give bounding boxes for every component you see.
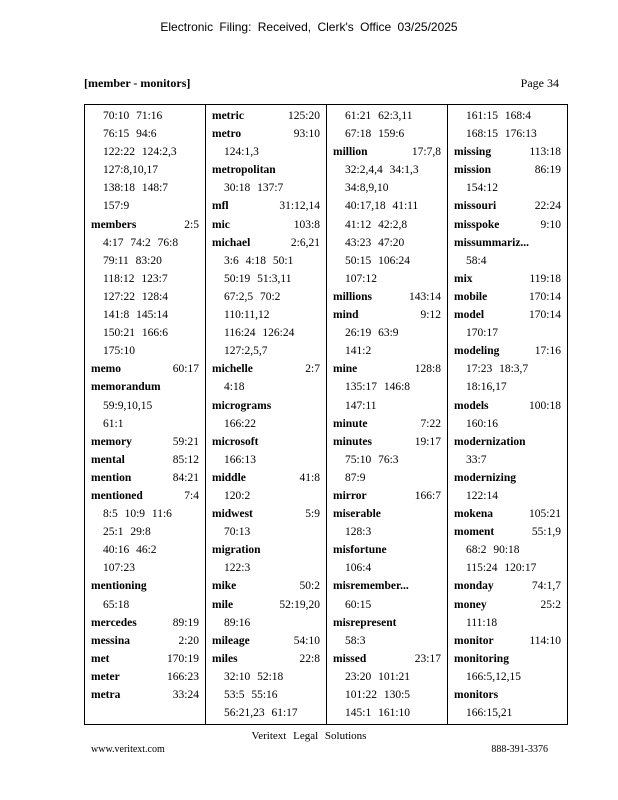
index-page-ref-line: 122:3 [224, 562, 251, 575]
index-term: mission [454, 164, 492, 177]
index-page-ref-line: 26:19 63:9 [345, 327, 399, 340]
footer-website: www.veritext.com [91, 744, 165, 755]
index-entry [91, 650, 201, 668]
index-entry [333, 487, 443, 505]
index-term: migration [212, 544, 261, 557]
index-page-ref-line: 138:18 148:7 [103, 182, 169, 195]
index-page-ref: 54:10 [293, 634, 320, 647]
index-page-ref: 22:8 [299, 652, 320, 665]
index-term: michael [212, 236, 251, 249]
index-page-ref: 114:10 [529, 634, 561, 647]
index-page-ref-line: 87:9 [345, 471, 366, 484]
index-term: missing [454, 146, 492, 159]
index-term: metric [212, 110, 244, 122]
index-term: memory [91, 435, 132, 448]
index-page-ref-line: 111:18 [466, 616, 498, 629]
index-entry [212, 397, 322, 415]
index-term: memorandum [91, 381, 161, 394]
index-term: meter [91, 670, 120, 683]
index-page-ref-line: 25:1 29:8 [103, 526, 151, 539]
index-page-ref [199, 577, 201, 595]
index-page-ref [199, 378, 201, 396]
index-page-ref-line: 128:3 [345, 526, 372, 539]
index-term: money [454, 598, 487, 611]
index-page-ref-line: 61:1 [103, 417, 124, 430]
index-page-ref-line: 3:6 4:18 50:1 [224, 254, 294, 267]
index-entry [212, 650, 322, 668]
index-term: missummariz... [454, 236, 530, 249]
index-page-ref-line: 101:22 130:5 [345, 689, 411, 701]
index-term: miles [212, 652, 238, 665]
index-term: mentioned [91, 489, 143, 502]
index-term: micrograms [212, 399, 272, 412]
index-page-ref-line: 127:22 128:4 [103, 290, 169, 303]
index-term: mileage [212, 634, 250, 647]
index-page-ref [441, 505, 443, 523]
index-entry [454, 288, 563, 306]
index-page-ref: 9:12 [420, 309, 441, 322]
index-page-ref: 89:19 [172, 616, 199, 629]
index-term: modernization [454, 435, 526, 448]
index-entry [454, 342, 563, 360]
index-term: misfortune [333, 544, 387, 557]
index-page-ref: 143:14 [409, 290, 441, 303]
index-page-ref-line: 4:17 74:2 76:8 [103, 236, 179, 249]
index-page-ref-line: 70:10 71:16 [103, 110, 163, 122]
index-page-ref-line: 166:15,21 [466, 707, 513, 720]
index-term: monday [454, 580, 494, 593]
index-page-ref: 33:24 [172, 689, 199, 701]
index-page-ref-line: 67:18 159:6 [345, 128, 405, 141]
index-entry [333, 541, 443, 559]
index-page-ref-line: 32:2,4,4 34:1,3 [345, 164, 419, 177]
index-term: mike [212, 580, 237, 593]
index-page-ref: 52:19,20 [279, 598, 320, 611]
index-page-ref [561, 469, 563, 487]
index-page-ref [441, 577, 443, 595]
index-term: mic [212, 218, 230, 231]
index-entry [333, 360, 443, 378]
index-entry [333, 650, 443, 668]
index-page-ref: 86:19 [534, 164, 561, 177]
index-page-ref-line: 8:5 10:9 11:6 [103, 508, 172, 521]
index-entry [333, 143, 443, 161]
index-entry [454, 234, 563, 252]
index-page-ref-line: 150:21 166:6 [103, 327, 169, 340]
index-page-ref: 2:5 [184, 218, 199, 231]
index-page-ref [561, 433, 563, 451]
index-entry [91, 686, 201, 704]
index-page-ref: 84:21 [172, 471, 199, 484]
index-entry [333, 288, 443, 306]
index-page-ref: 128:8 [414, 363, 441, 376]
index-page-ref: 103:8 [293, 218, 320, 231]
index-page-ref: 125:20 [288, 110, 320, 122]
index-entry [454, 505, 563, 523]
index-page-ref: 100:18 [529, 399, 561, 412]
index-page-ref [320, 161, 322, 179]
index-page-ref-line: 30:18 137:7 [224, 182, 284, 195]
index-term: model [454, 309, 485, 322]
index-page-ref-line: 147:11 [345, 399, 377, 412]
index-term: mine [333, 363, 358, 376]
index-column-2 [206, 105, 327, 724]
index-term: members [91, 218, 137, 231]
index-page-ref-line: 115:24 120:17 [466, 562, 537, 575]
index-page-ref-line: 166:5,12,15 [466, 670, 521, 683]
index-page-ref-line: 110:11,12 [224, 309, 270, 322]
index-page-ref: 17:16 [534, 345, 561, 358]
index-entry [454, 577, 563, 595]
index-term: metra [91, 689, 121, 701]
index-entry [91, 451, 201, 469]
index-entry [333, 577, 443, 595]
index-term: messina [91, 634, 130, 647]
index-entry [454, 650, 563, 668]
index-range-label: [member - monitors] [84, 76, 191, 90]
word-index-table [84, 104, 568, 725]
index-term: met [91, 652, 110, 665]
index-page-ref: 166:7 [414, 489, 441, 502]
index-term: mention [91, 471, 132, 484]
index-page-ref-line: 141:2 [345, 345, 372, 358]
index-page-ref-line: 40:16 46:2 [103, 544, 157, 557]
index-term: mile [212, 598, 234, 611]
index-term: minute [333, 417, 368, 430]
index-page-ref-line: 122:14 [466, 489, 498, 502]
index-page-ref-line: 75:10 76:3 [345, 453, 399, 466]
index-page-ref-line: 67:2,5 70:2 [224, 290, 281, 303]
index-page-ref-line: 145:1 161:10 [345, 707, 411, 720]
index-entry [212, 469, 322, 487]
index-page-ref-line: 17:23 18:3,7 [466, 363, 529, 376]
index-entry [91, 433, 201, 451]
index-entry [454, 143, 563, 161]
index-page-ref-line: 41:12 42:2,8 [345, 218, 408, 231]
index-column-3 [327, 105, 448, 724]
index-term: metropolitan [212, 164, 276, 177]
index-page-ref-line: 154:12 [466, 182, 498, 195]
index-page-ref: 7:22 [420, 417, 441, 430]
footer-phone: 888-391-3376 [491, 744, 548, 755]
index-page-ref-line: 107:12 [345, 272, 377, 285]
index-page-ref-line: 68:2 90:18 [466, 544, 520, 557]
index-page-ref: 60:17 [172, 363, 199, 376]
index-term: monitoring [454, 652, 509, 665]
index-page-ref-line: 40:17,18 41:11 [345, 200, 419, 213]
index-page-ref: 166:23 [167, 670, 199, 683]
index-page-ref: 119:18 [529, 272, 561, 285]
index-term: mirror [333, 489, 367, 502]
index-term: mix [454, 272, 473, 285]
index-term: models [454, 399, 489, 412]
page-number: Page 34 [520, 76, 559, 90]
index-page-ref: 22:24 [534, 200, 561, 213]
index-page-ref: 2:20 [178, 634, 199, 647]
index-entry [212, 541, 322, 559]
index-page-ref-line: 170:17 [466, 327, 498, 340]
index-page-ref-line: 59:9,10,15 [103, 399, 153, 412]
index-entry [454, 216, 563, 234]
index-page-ref [320, 541, 322, 559]
index-entry [212, 360, 322, 378]
index-term: mentioning [91, 580, 147, 593]
index-term: middle [212, 471, 246, 484]
index-entry [333, 306, 443, 324]
index-page-ref-line: 76:15 94:6 [103, 128, 157, 141]
index-page-ref: 5:9 [305, 508, 320, 521]
index-page-ref: 7:4 [184, 489, 199, 502]
index-column-1 [85, 105, 206, 724]
index-entry [454, 197, 563, 215]
index-page-ref: 93:10 [293, 128, 320, 141]
index-term: michelle [212, 363, 253, 376]
index-page-ref [561, 234, 563, 252]
index-entry [91, 668, 201, 686]
index-page-ref: 23:17 [414, 652, 441, 665]
index-entry [454, 306, 563, 324]
index-page-ref [561, 650, 563, 668]
index-entry [91, 469, 201, 487]
index-page-ref-line: 127:8,10,17 [103, 164, 158, 177]
index-entry [212, 505, 322, 523]
index-page-ref: 170:14 [529, 309, 561, 322]
index-term: missouri [454, 200, 497, 213]
index-entry [333, 433, 443, 451]
index-page-ref-line: 58:3 [345, 634, 366, 647]
index-page-ref-line: 118:12 123:7 [103, 272, 168, 285]
index-page-ref-line: 56:21,23 61:17 [224, 707, 298, 720]
index-page-ref: 50:2 [299, 580, 320, 593]
index-page-ref: 19:17 [414, 435, 441, 448]
index-page-ref: 170:19 [167, 652, 199, 665]
index-page-ref-line: 61:21 62:3,11 [345, 110, 413, 122]
index-entry [91, 577, 201, 595]
index-term: mokena [454, 508, 493, 521]
index-entry [333, 415, 443, 433]
index-entry [91, 360, 201, 378]
index-page-ref-line: 23:20 101:21 [345, 670, 411, 683]
index-entry [454, 397, 563, 415]
index-page-ref-line: 34:8,9,10 [345, 182, 389, 195]
index-term: mercedes [91, 616, 137, 629]
index-term: mental [91, 453, 125, 466]
index-entry [212, 216, 322, 234]
index-entry [454, 596, 563, 614]
index-term: million [333, 146, 368, 159]
index-term: monitors [454, 689, 499, 701]
index-page-ref-line: 43:23 47:20 [345, 236, 405, 249]
index-entry [454, 632, 563, 650]
index-page-ref-line: 4:18 [224, 381, 245, 394]
index-page-ref-line: 120:2 [224, 489, 251, 502]
index-entry [212, 577, 322, 595]
index-entry [212, 107, 322, 125]
index-term: misremember... [333, 580, 409, 593]
index-entry [454, 469, 563, 487]
index-term: moment [454, 526, 495, 539]
index-page-ref [561, 686, 563, 704]
index-page-ref-line: 50:15 106:24 [345, 254, 411, 267]
index-entry [454, 161, 563, 179]
index-column-4 [448, 105, 567, 724]
index-entry [91, 216, 201, 234]
index-page-ref-line: 79:11 83:20 [103, 254, 162, 267]
index-page-ref-line: 175:10 [103, 345, 135, 358]
index-page-ref-line: 157:9 [103, 200, 130, 213]
index-page-ref-line: 60:15 [345, 598, 372, 611]
index-page-ref [441, 614, 443, 632]
index-entry [454, 433, 563, 451]
index-page-ref-line: 135:17 146:8 [345, 381, 411, 394]
index-page-ref [320, 397, 322, 415]
index-entry [91, 632, 201, 650]
index-term: missed [333, 652, 367, 665]
footer-company: Veritext Legal Solutions [251, 730, 367, 742]
index-page-ref: 31:12,14 [279, 200, 320, 213]
index-page-ref: 85:12 [172, 453, 199, 466]
index-entry [212, 632, 322, 650]
index-term: misspoke [454, 218, 500, 231]
index-page-ref-line: 116:24 126:24 [224, 327, 295, 340]
index-page-ref-line: 89:16 [224, 616, 251, 629]
index-entry [91, 614, 201, 632]
index-entry [212, 125, 322, 143]
index-page-ref: 25:2 [540, 598, 561, 611]
index-page-ref [320, 433, 322, 451]
index-page-ref-line: 161:15 168:4 [466, 110, 532, 122]
index-term: miserable [333, 508, 381, 521]
index-page-ref-line: 166:13 [224, 453, 256, 466]
index-page-ref: 9:10 [540, 218, 561, 231]
index-entry [212, 197, 322, 215]
index-term: mfl [212, 200, 229, 213]
index-term: modernizing [454, 471, 516, 484]
index-term: mind [333, 309, 359, 322]
index-term: monitor [454, 634, 494, 647]
index-page-ref: 2:6,21 [290, 236, 320, 249]
index-page-ref: 170:14 [529, 290, 561, 303]
index-page-ref-line: 124:1,3 [224, 146, 259, 159]
index-entry [212, 433, 322, 451]
index-page-ref-line: 168:15 176:13 [466, 128, 537, 141]
index-page-ref: 59:21 [172, 435, 199, 448]
index-term: modeling [454, 345, 500, 358]
index-entry [454, 686, 563, 704]
index-page-ref-line: 18:16,17 [466, 381, 507, 394]
index-page-ref-line: 141:8 145:14 [103, 309, 169, 322]
index-page-ref-line: 33:7 [466, 453, 487, 466]
index-term: memo [91, 363, 122, 376]
index-page-ref: 17:7,8 [411, 146, 441, 159]
index-entry [333, 505, 443, 523]
index-page-ref: 113:18 [529, 146, 561, 159]
index-entry [454, 523, 563, 541]
index-page-ref-line: 122:22 124:2,3 [103, 146, 177, 159]
index-page-ref-line: 106:4 [345, 562, 372, 575]
index-page-ref: 105:21 [529, 508, 561, 521]
index-page-ref: 41:8 [299, 471, 320, 484]
index-page-ref-line: 70:13 [224, 526, 251, 539]
index-term: mobile [454, 290, 488, 303]
index-page-ref-line: 32:10 52:18 [224, 670, 284, 683]
index-page-ref-line: 160:16 [466, 417, 498, 430]
index-entry [91, 487, 201, 505]
index-entry [212, 161, 322, 179]
index-page-ref-line: 58:4 [466, 254, 487, 267]
index-term: millions [333, 290, 372, 303]
index-term: misrepresent [333, 616, 397, 629]
index-term: midwest [212, 508, 253, 521]
index-entry [91, 378, 201, 396]
index-page-ref-line: 65:18 [103, 598, 130, 611]
index-term: microsoft [212, 435, 259, 448]
index-page-ref-line: 127:2,5,7 [224, 345, 268, 358]
index-entry [333, 614, 443, 632]
index-page-ref: 2:7 [305, 363, 320, 376]
index-page-ref [441, 541, 443, 559]
filing-header: Electronic Filing: Received, Clerk's Office 03/25/2025 [160, 20, 458, 34]
index-entry [454, 270, 563, 288]
index-term: minutes [333, 435, 372, 448]
index-entry [212, 596, 322, 614]
index-page-ref-line: 107:23 [103, 562, 135, 575]
index-page-ref: 55:1,9 [531, 526, 561, 539]
index-term: metro [212, 128, 242, 141]
index-page-ref-line: 166:22 [224, 417, 256, 430]
index-page-ref-line: 50:19 51:3,11 [224, 272, 292, 285]
index-page-ref: 74:1,7 [531, 580, 561, 593]
index-entry [212, 234, 322, 252]
index-page-ref-line: 53:5 55:16 [224, 689, 278, 701]
